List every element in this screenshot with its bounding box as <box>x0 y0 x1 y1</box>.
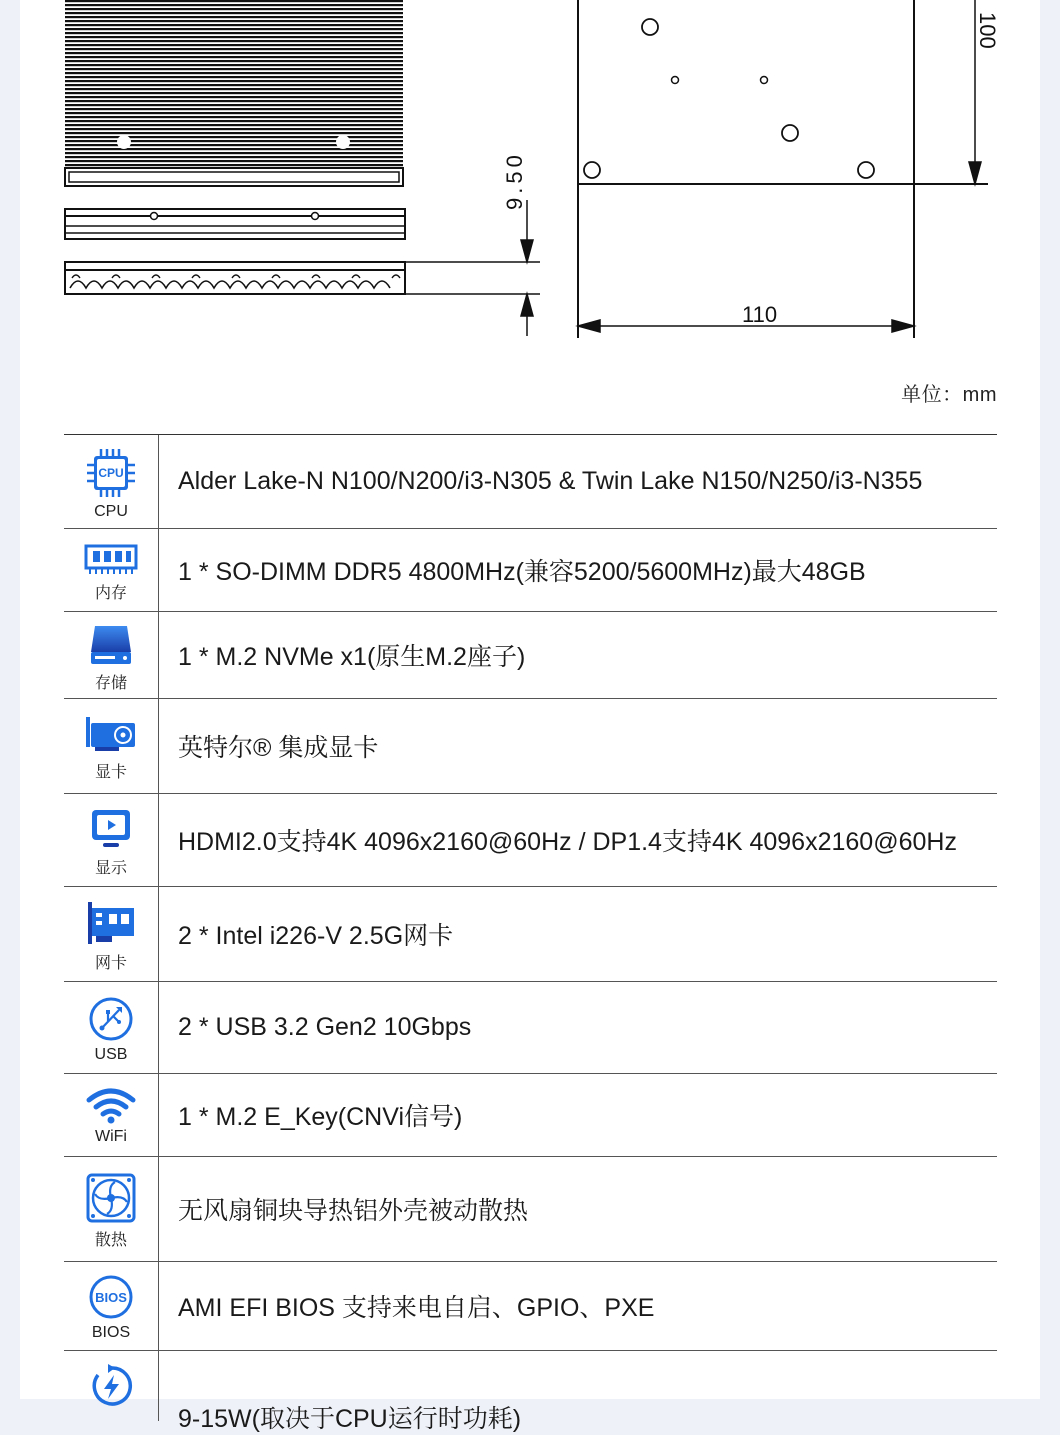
heatsink-side-view <box>65 209 405 239</box>
power-icon <box>88 1363 134 1409</box>
spec-row-bios <box>64 1262 997 1351</box>
spec-value: 无风扇铜块导热铝外壳被动散热 <box>178 1197 529 1225</box>
unit-note: 单位：mm <box>901 384 997 406</box>
spec-icon-cell <box>64 887 159 981</box>
heatsink-profile-view <box>65 262 405 294</box>
height-value: 100 <box>975 12 1000 49</box>
spec-label: CPU <box>94 502 128 520</box>
spec-value: AMI EFI BIOS 支持来电自启、GPIO、PXE <box>178 1294 655 1322</box>
spec-row-usb <box>64 982 997 1074</box>
spec-value: 2 * Intel i226-V 2.5G网卡 <box>178 922 454 950</box>
spec-page <box>20 0 1040 1433</box>
wifi-icon <box>86 1088 136 1124</box>
spec-row-memory <box>64 529 997 612</box>
usb-icon <box>88 996 134 1042</box>
spec-icon-cell <box>64 1074 159 1156</box>
spec-row-wifi <box>64 1074 997 1157</box>
spec-value: 9-15W(取决于CPU运行时功耗) <box>178 1405 522 1433</box>
spec-label: 存储 <box>94 674 127 692</box>
spec-icon-cell <box>64 794 159 886</box>
spec-label: 散热 <box>94 1231 127 1249</box>
spec-value: 2 * USB 3.2 Gen2 10Gbps <box>178 1013 472 1041</box>
cpu-icon <box>85 447 137 499</box>
thickness-dimension <box>405 200 540 336</box>
svg-text:BIOS: BIOS <box>95 1290 127 1305</box>
thickness-value: 9.50 <box>502 151 527 210</box>
spec-value: HDMI2.0支持4K 4096x2160@60Hz / DP1.4支持4K 4096x2160@60Hz <box>178 828 957 856</box>
spec-value: 1 * M.2 NVMe x1(原生M.2座子) <box>178 643 526 671</box>
network-card-icon <box>87 900 135 946</box>
display-icon <box>89 807 133 851</box>
spec-row-storage <box>64 612 997 699</box>
spec-row-cpu <box>64 435 997 529</box>
spec-label: 显卡 <box>94 763 127 781</box>
graphics-card-icon <box>85 715 137 755</box>
bios-icon <box>88 1274 134 1320</box>
storage-icon <box>89 622 133 666</box>
spec-icon-cell <box>64 612 159 698</box>
svg-text:CPU: CPU <box>98 465 124 480</box>
spec-label: 网卡 <box>94 954 127 972</box>
spec-row-power <box>64 1351 997 1433</box>
spec-label: USB <box>94 1045 128 1063</box>
spec-row-cooling <box>64 1157 997 1262</box>
spec-value: Alder Lake-N N100/N200/i3-N305 & Twin Lake N150/N250/i3-N355 <box>178 467 923 495</box>
spec-label: WiFi <box>95 1128 127 1145</box>
heatsink-top-view <box>65 0 403 186</box>
spec-value: 1 * SO-DIMM DDR5 4800MHz(兼容5200/5600MHz)最大48GB <box>178 558 866 586</box>
spec-icon-cell <box>64 699 159 793</box>
spec-icon-cell <box>64 1351 159 1421</box>
spec-label: 显示 <box>94 859 127 877</box>
spec-icon-cell <box>64 435 159 528</box>
spec-icon-cell <box>64 982 159 1073</box>
spec-label: 内存 <box>94 584 127 602</box>
spec-row-graphics <box>64 699 997 794</box>
spec-row-display <box>64 794 997 887</box>
board-outline-view <box>578 0 988 338</box>
dimension-drawing <box>20 0 1040 360</box>
spec-icon-cell <box>64 1262 159 1350</box>
spec-icon-cell <box>64 1157 159 1261</box>
spec-value: 英特尔® 集成显卡 <box>178 734 379 762</box>
memory-icon <box>84 542 138 576</box>
spec-value: 1 * M.2 E_Key(CNVi信号) <box>178 1103 463 1131</box>
width-value: 110 <box>742 302 778 327</box>
spec-table <box>64 434 997 1433</box>
spec-icon-cell <box>64 529 159 611</box>
spec-label: BIOS <box>91 1324 131 1341</box>
spec-row-network <box>64 887 997 982</box>
fan-icon <box>86 1173 136 1223</box>
